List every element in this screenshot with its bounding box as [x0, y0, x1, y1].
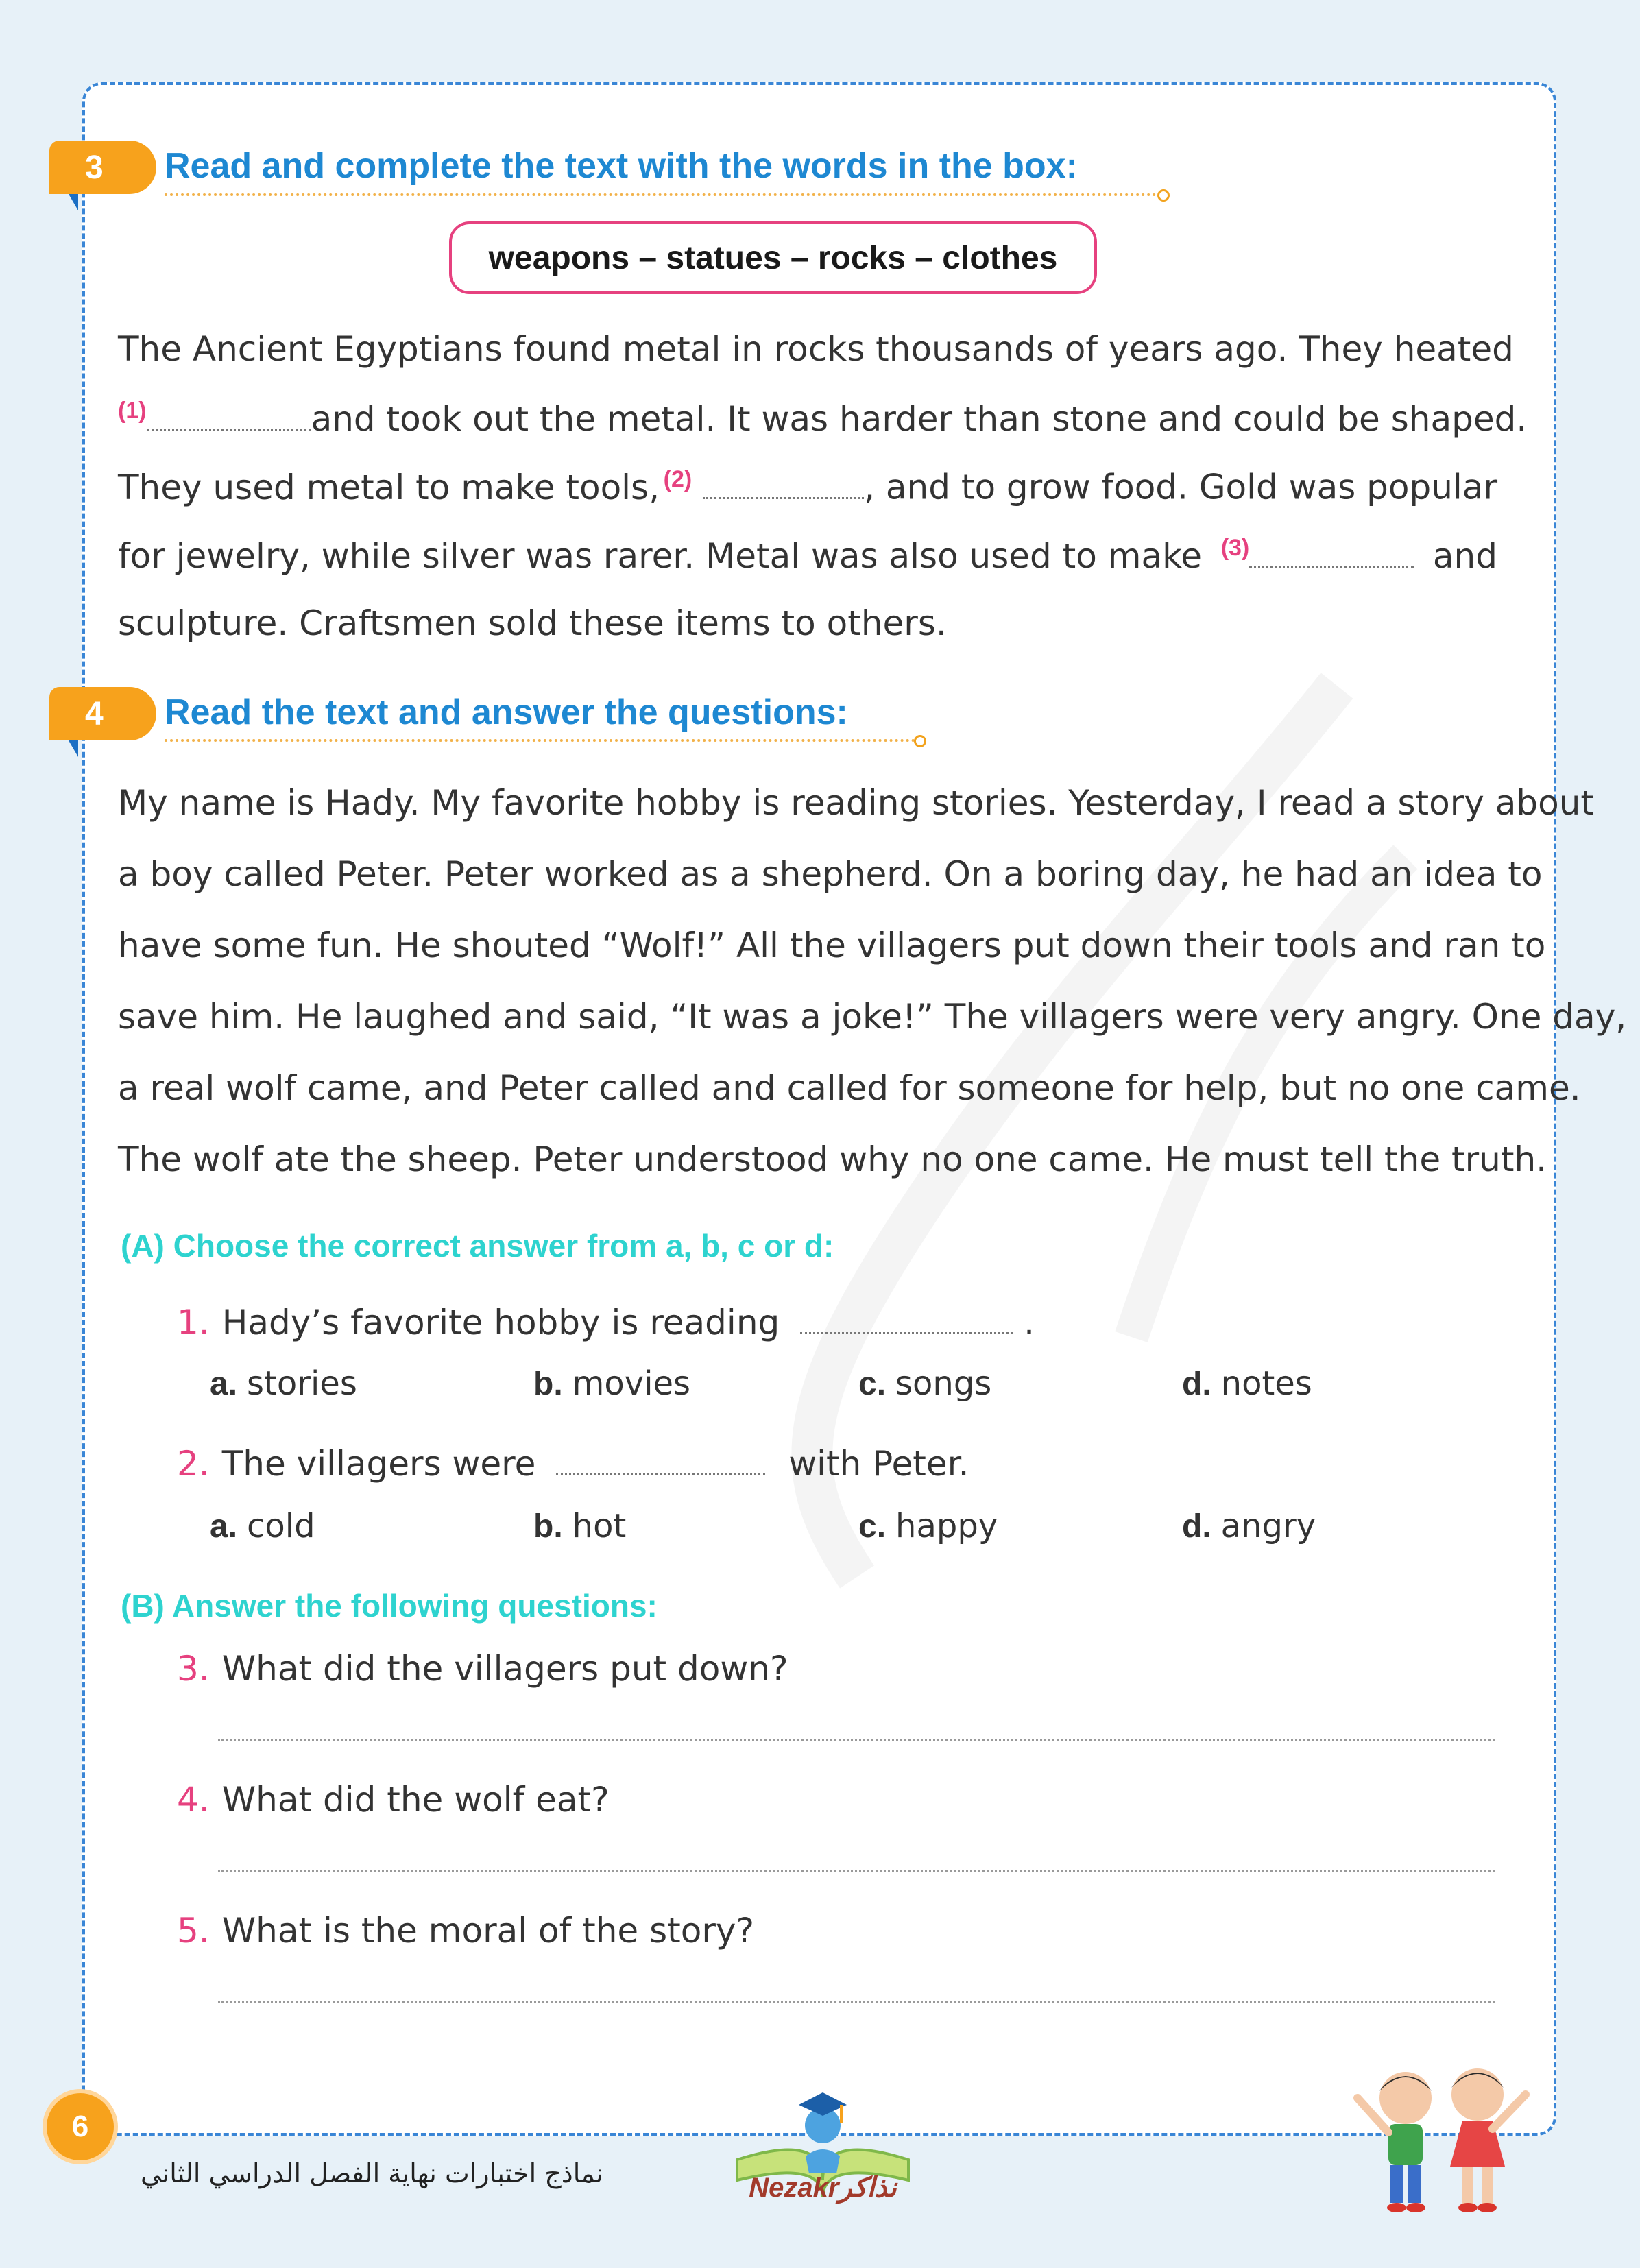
- story-line-4-text: save him. He laughed and said, “It was a joke!” The villagers were very angry. One day,: [118, 997, 1627, 1037]
- section-4-underline: [165, 739, 915, 742]
- section-4-badge: 4: [49, 687, 156, 740]
- question-1-blank[interactable]: [800, 1325, 1013, 1334]
- question-2: [177, 1444, 969, 1484]
- answer-line-5[interactable]: [218, 2001, 1495, 2003]
- question-1: [177, 1303, 1035, 1342]
- story-line-3-text: have some fun. He shouted “Wolf!” All the villagers put down their tools and ran to: [118, 926, 1546, 965]
- text-line-4: [118, 535, 1497, 576]
- question-1-number: 1.: [177, 1303, 210, 1342]
- q2-option-c[interactable]: [858, 1507, 998, 1545]
- q1-option-a-text: stories: [247, 1364, 357, 1403]
- question-4-number: 4.: [177, 1780, 210, 1820]
- q1-option-b-letter: b.: [533, 1366, 563, 1402]
- word-box: weapons – statues – rocks – clothes: [449, 221, 1097, 294]
- q1-option-c-letter: c.: [858, 1366, 887, 1402]
- footer-arabic-title: نماذج اختبارات نهاية الفصل الدراسي الثاني: [141, 2158, 603, 2188]
- text-line-2-after: and took out the metal. It was harder than stone and could be shaped.: [311, 398, 1528, 439]
- text-line-4-before: for jewelry, while silver was rarer. Metal was also used to make: [118, 535, 1203, 576]
- story-line-5-text: a real wolf came, and Peter called and called for someone for help, but no one came.: [118, 1068, 1581, 1108]
- question-2-number: 2.: [177, 1444, 210, 1484]
- text-line-3: [118, 466, 1497, 507]
- text-line-5-content: sculpture. Craftsmen sold these items to others.: [118, 603, 947, 643]
- q2-option-d-letter: d.: [1182, 1508, 1211, 1545]
- q1-option-d-text: notes: [1220, 1364, 1312, 1403]
- story-line-6: [118, 1139, 1547, 1179]
- q1-option-d-letter: d.: [1182, 1366, 1211, 1402]
- story-line-3: [118, 926, 1546, 965]
- answer-line-3[interactable]: [218, 1739, 1495, 1741]
- question-3-number: 3.: [177, 1649, 210, 1689]
- blank-3-number: (3): [1220, 535, 1250, 561]
- story-line-6-text: The wolf ate the sheep. Peter understood why no one came. He must tell the truth.: [118, 1139, 1547, 1179]
- blank-1[interactable]: [118, 398, 311, 439]
- question-5-text: What is the moral of the story?: [221, 1911, 755, 1951]
- question-3: [177, 1649, 788, 1689]
- q2-option-a-letter: a.: [210, 1508, 238, 1545]
- blank-3-line: [1249, 559, 1414, 568]
- text-line-2: [118, 398, 1528, 439]
- q1-option-c[interactable]: [858, 1364, 991, 1403]
- q1-option-a-letter: a.: [210, 1366, 238, 1402]
- q2-option-b-text: hot: [572, 1507, 627, 1545]
- blank-2[interactable]: [664, 466, 1497, 507]
- section-3-underline-dot: [1157, 189, 1170, 202]
- q1-option-d[interactable]: [1182, 1364, 1312, 1403]
- q1-option-b[interactable]: [533, 1364, 690, 1403]
- q1-option-b-text: movies: [572, 1364, 691, 1403]
- q1-option-c-text: songs: [895, 1364, 992, 1403]
- blank-2-number: (2): [663, 466, 692, 492]
- story-line-1: [118, 783, 1595, 823]
- question-2-blank[interactable]: [556, 1467, 765, 1475]
- page-number: 6: [43, 2089, 118, 2164]
- q2-option-c-text: happy: [895, 1507, 998, 1545]
- kids-illustration-icon: [1340, 2057, 1539, 2228]
- q2-option-d[interactable]: [1182, 1507, 1316, 1545]
- q2-option-b[interactable]: [533, 1507, 626, 1545]
- blank-2-line: [703, 490, 864, 499]
- part-a-title: (A) Choose the correct answer from a, b, c or d:: [121, 1228, 834, 1264]
- question-1-after: .: [1024, 1303, 1035, 1342]
- question-1-text: Hady’s favorite hobby is reading: [221, 1303, 780, 1342]
- q1-option-a[interactable]: [210, 1364, 357, 1403]
- text-line-1: [118, 329, 1514, 369]
- text-line-5: [118, 603, 1497, 643]
- q2-option-a[interactable]: [210, 1507, 315, 1545]
- blank-1-line: [147, 422, 311, 431]
- section-3-badge: 3: [49, 141, 156, 194]
- answer-line-4[interactable]: [218, 1870, 1495, 1872]
- section-4-underline-dot: [914, 735, 926, 747]
- question-2-text: The villagers were: [221, 1444, 536, 1484]
- question-5: [177, 1911, 754, 1951]
- section-3-title: Read and complete the text with the words in the box:: [165, 146, 1078, 186]
- text-line-3-after: , and to grow food. Gold was popular: [864, 467, 1497, 507]
- story-line-2-text: a boy called Peter. Peter worked as a shepherd. On a boring day, he had an idea to: [118, 854, 1543, 894]
- q2-option-a-text: cold: [247, 1507, 315, 1545]
- question-5-number: 5.: [177, 1911, 210, 1951]
- logo-text: Nezakrنذاكر: [749, 2173, 897, 2203]
- part-b-title: (B) Answer the following questions:: [121, 1588, 658, 1624]
- story-line-5: [118, 1068, 1581, 1108]
- q2-option-b-letter: b.: [533, 1508, 563, 1545]
- story-line-1-text: My name is Hady. My favorite hobby is reading stories. Yesterday, I read a story about: [118, 783, 1595, 823]
- text-line-1-content: The Ancient Egyptians found metal in rocks thousands of years ago. They heated: [118, 329, 1514, 369]
- section-4-title: Read the text and answer the questions:: [165, 692, 848, 732]
- blank-1-number: (1): [118, 398, 147, 424]
- blank-3[interactable]: [1221, 535, 1414, 576]
- question-4: [177, 1780, 610, 1820]
- question-2-after: with Peter.: [788, 1444, 969, 1484]
- story-line-2: [118, 854, 1543, 894]
- q2-option-d-text: angry: [1220, 1507, 1316, 1545]
- question-4-text: What did the wolf eat?: [221, 1780, 610, 1820]
- section-3-underline: [165, 193, 1162, 196]
- text-line-4-after: and: [1432, 535, 1497, 576]
- question-3-text: What did the villagers put down?: [221, 1649, 788, 1689]
- story-line-4: [118, 997, 1627, 1037]
- text-line-3-before: They used metal to make tools,: [118, 467, 660, 507]
- q2-option-c-letter: c.: [858, 1508, 887, 1545]
